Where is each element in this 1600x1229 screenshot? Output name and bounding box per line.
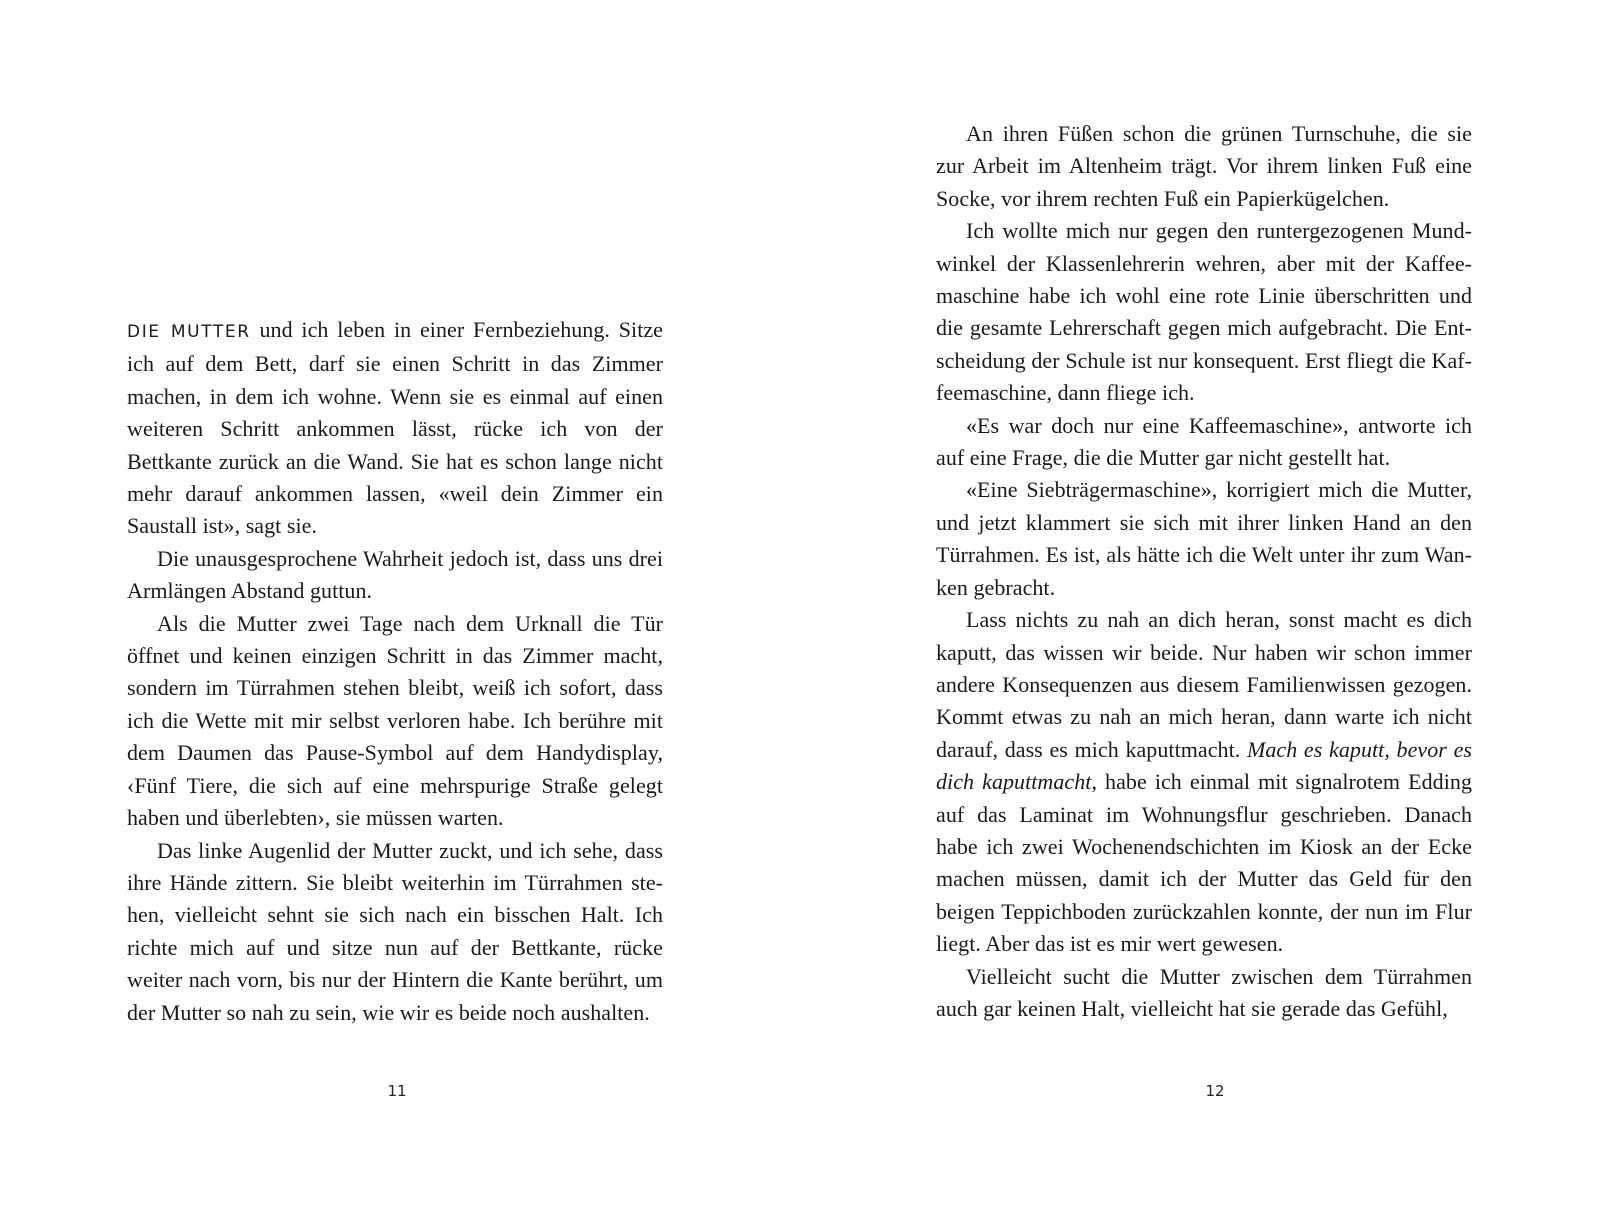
- paragraph: Die unausgesprochene Wahrheit jedoch ist, dass uns drei Armlängen Abstand guttun.: [127, 545, 663, 604]
- paragraph-text: Lass nichts zu nah an dich heran, sonst macht es dich kaputt, das wissen wir beide. Nur haben wir schon immer andere Konsequenzen aus diesem Familienwissen gezogen. Kommt etwas zu nah an mich heran, dann warte ich nicht darauf, dass es mich kaputtmacht.: [936, 607, 1472, 762]
- page-number: 11: [387, 1082, 407, 1100]
- paragraph-text: , habe ich einmal mit signalrotem Edding auf das Laminat im Wohnungsflur geschrieben. Danach habe ich zwei Wochenendschichten im Kiosk an der Ecke machen müssen, damit ich der Mutter das Geld für den beigen Teppichboden zurückzahlen konnte, der nun im Flur liegt. Aber das ist es mir wert gewesen.: [936, 769, 1472, 957]
- emphasized-text: Mach es kaputt, bevor es dich kaputtmacht: [936, 736, 1472, 795]
- chapter-lead-in: DIE MUTTER: [127, 322, 251, 342]
- right-page: [800, 0, 1600, 1229]
- paragraph: An ihren Füßen schon die grünen Turnschuhe, die sie zur Arbeit im Altenheim trägt. Vor ihrem linken Fuß eine Socke, vor ihrem rechten Fuß ein Papierkügelchen.: [936, 121, 1472, 211]
- paragraph: Vielleicht sucht die Mutter zwischen dem Türrahmen auch gar keinen Halt, vielleicht hat sie gerade das Gefühl,: [936, 963, 1472, 1021]
- paragraph: «Eine Siebträgermaschine», korrigiert mich die Mutter, und jetzt klammert sie sich mit ihrer linken Hand an den Türrahmen. Es ist, als hätte ich die Welt unter ihr zum Wanken gebracht.: [936, 477, 1472, 600]
- paragraph: «Es war doch nur eine Kaffeemaschine», antworte ich auf eine Frage, die die Mutter gar nicht gestellt hat.: [936, 412, 1472, 471]
- paragraph: Ich wollte mich nur gegen den runtergezogenen Mundwinkel der Klassenlehrerin wehren, aber mit der Kaffeemaschine habe ich wohl eine rote Linie überschritten und die gesamte Lehrerschaft gegen mich aufgebracht. Die Entscheidung der Schule ist nur konsequent. Erst fliegt die Kaffeemaschine, dann fliege ich.: [936, 218, 1472, 406]
- left-page-text: [127, 314, 663, 1029]
- paragraph: [936, 604, 1472, 960]
- paragraph: [127, 314, 663, 543]
- paragraph: Als die Mutter zwei Tage nach dem Urknall die Tür öffnet und keinen einzigen Schritt in das Zimmer macht, sondern im Türrahmen stehen bleibt, weiß ich sofort, dass ich die Wette mit mir selbst verloren habe. Ich berühre mit dem Daumen das Pause-Symbol auf dem Handydisplay, ‹Fünf Tiere, die sich auf eine mehrspurige Straße gelegt haben und überlebten›, sie müssen warten.: [127, 610, 663, 831]
- paragraph-text: und ich leben in einer Fernbeziehung. Sitze ich auf dem Bett, darf sie einen Schritt in das Zimmer machen, in dem ich wohne. Wenn sie es einmal auf einen weiteren Schritt ankommen lässt, rücke ich von der Bettkante zurück an die Wand. Sie hat es schon lange nicht mehr darauf ankommen lassen, «weil dein Zimmer ein Saustall ist», sagt sie.: [127, 317, 663, 539]
- paragraph: Das linke Augenlid der Mutter zuckt, und ich sehe, dass ihre Hände zittern. Sie bleibt weiterhin im Türrahmen stehen, vielleicht sehnt sie sich nach ein bisschen Halt. Ich richte mich auf und sitze nun auf der Bettkante, rücke weiter nach vorn, bis nur der Hintern die Kante berührt, um der Mutter so nah zu sein, wie wir es beide noch aushalten.: [127, 837, 663, 1025]
- right-page-text: [936, 118, 1472, 1025]
- page-number: 12: [1205, 1082, 1225, 1100]
